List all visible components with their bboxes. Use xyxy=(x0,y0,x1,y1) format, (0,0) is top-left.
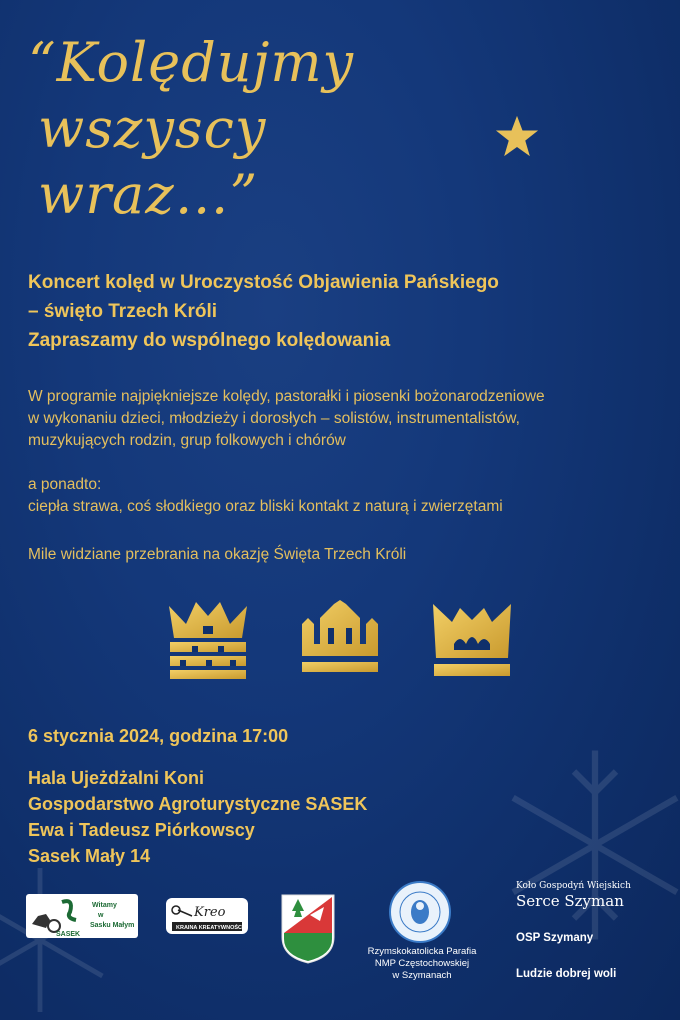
program-line: W programie najpiękniejsze kolędy, pastorałki i piosenki bożonarodzeniowe xyxy=(28,388,545,405)
headline-line: – święto Trzech Króli xyxy=(28,301,217,322)
scissors-icon xyxy=(166,898,248,934)
concert-headline xyxy=(28,268,668,355)
sasek-text: Sasku Małym xyxy=(90,922,135,929)
event-venue xyxy=(28,765,367,869)
headline-line: Koncert kolęd w Uroczystość Objawienia Pańskiego xyxy=(28,272,499,293)
kgw-label: Koło Gospodyń Wiejskich xyxy=(516,881,631,891)
parish-seal-icon xyxy=(388,880,452,944)
extras-description xyxy=(28,474,668,518)
kgw-name: Serce Szyman xyxy=(516,892,624,910)
sasek-text: w xyxy=(98,912,104,919)
crown-icon xyxy=(166,598,250,680)
sasek-logo xyxy=(26,894,138,938)
sasek-brand: SASEK xyxy=(56,931,81,938)
kreo-subtitle: KRAINA KREATYWNOŚCI xyxy=(176,925,244,931)
star-icon xyxy=(494,114,540,158)
osp-name: OSP Szymany xyxy=(516,932,594,944)
snowflake-icon xyxy=(0,860,120,1020)
program-description xyxy=(28,386,668,452)
parish-line: NMP Częstochowskiej xyxy=(374,958,470,969)
title-line: wszyscy xyxy=(38,97,267,160)
horse-cart-icon xyxy=(26,894,138,938)
event-date: 6 stycznia 2024, godzina 17:00 xyxy=(28,726,289,746)
kreo-logo xyxy=(166,898,248,934)
snowflake-icon xyxy=(490,740,680,950)
program-line: w wykonaniu dzieci, młodzieży i dorosłych – solistów, instrumentalistów, xyxy=(28,410,520,427)
extras-line: ciepła strawa, coś słodkiego oraz bliski kontakt z naturą i zwierzętami xyxy=(28,498,503,515)
poster-title xyxy=(28,30,448,228)
crown-icon xyxy=(298,598,382,680)
venue-line: Ewa i Tadeusz Piórkowscy xyxy=(28,820,255,840)
kreo-text: Kreo xyxy=(194,905,226,920)
venue-line: Sasek Mały 14 xyxy=(28,846,151,866)
extras-line: a ponadto: xyxy=(28,476,102,493)
parish-line: w Szymanach xyxy=(392,970,452,981)
coat-of-arms-icon xyxy=(280,893,336,965)
costume-note: Mile widziane przebrania na okazję Święta Trzech Króli xyxy=(28,546,407,563)
crown-icon xyxy=(430,598,514,680)
program-line: muzykujących rodzin, grup folkowych i chórów xyxy=(28,432,346,449)
parish-name xyxy=(352,946,492,982)
headline-line: Zapraszamy do wspólnego kolędowania xyxy=(28,330,391,351)
title-line: wraz…” xyxy=(38,163,259,226)
ludzie-dobrej-woli: Ludzie dobrej woli xyxy=(516,968,617,980)
venue-line: Hala Ujeżdżalni Koni xyxy=(28,768,205,788)
sasek-text: Witamy xyxy=(92,902,117,909)
title-line: “Kolędujmy xyxy=(28,31,355,94)
venue-line: Gospodarstwo Agroturystyczne SASEK xyxy=(28,794,368,814)
parish-line: Rzymskokatolicka Parafia xyxy=(367,946,477,957)
